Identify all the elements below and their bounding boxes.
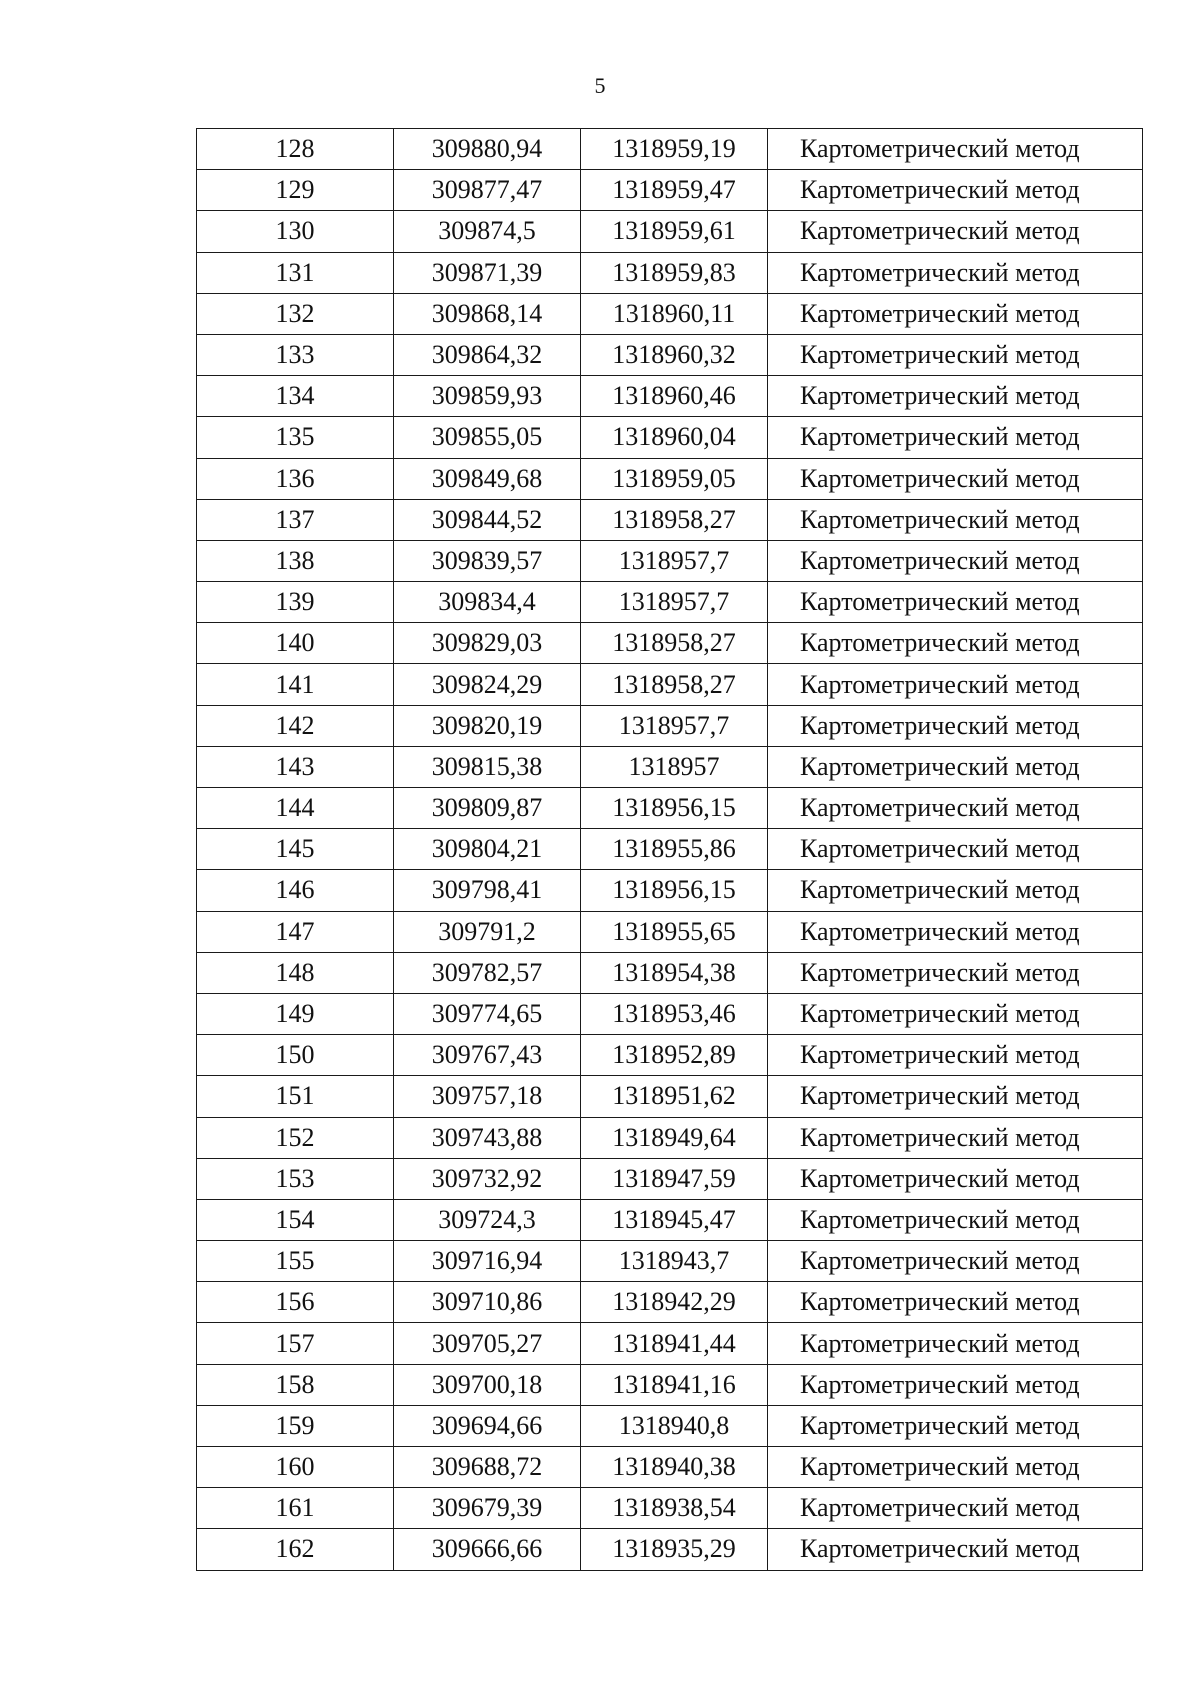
- x-coordinate-cell: 309829,03: [394, 623, 581, 664]
- x-coordinate-cell: 309757,18: [394, 1076, 581, 1117]
- point-number-cell: 137: [197, 499, 394, 540]
- method-cell: Картометрический метод: [768, 252, 1143, 293]
- point-number-cell: 153: [197, 1158, 394, 1199]
- point-number-cell: 157: [197, 1323, 394, 1364]
- x-coordinate-cell: 309767,43: [394, 1035, 581, 1076]
- y-coordinate-cell: 1318953,46: [581, 993, 768, 1034]
- point-number-cell: 144: [197, 788, 394, 829]
- table-row: [197, 582, 1143, 623]
- method-cell: Картометрический метод: [768, 1199, 1143, 1240]
- table-row: [197, 540, 1143, 581]
- point-number-cell: 138: [197, 540, 394, 581]
- y-coordinate-cell: 1318943,7: [581, 1241, 768, 1282]
- point-number-cell: 162: [197, 1529, 394, 1570]
- method-cell: Картометрический метод: [768, 829, 1143, 870]
- coordinates-table-body: [197, 129, 1143, 1571]
- y-coordinate-cell: 1318957,7: [581, 705, 768, 746]
- point-number-cell: 131: [197, 252, 394, 293]
- method-cell: Картометрический метод: [768, 952, 1143, 993]
- method-cell: Картометрический метод: [768, 1529, 1143, 1570]
- table-row: [197, 170, 1143, 211]
- table-row: [197, 1364, 1143, 1405]
- x-coordinate-cell: 309710,86: [394, 1282, 581, 1323]
- y-coordinate-cell: 1318947,59: [581, 1158, 768, 1199]
- method-cell: Картометрический метод: [768, 746, 1143, 787]
- table-row: [197, 1488, 1143, 1529]
- y-coordinate-cell: 1318935,29: [581, 1529, 768, 1570]
- method-cell: Картометрический метод: [768, 1323, 1143, 1364]
- x-coordinate-cell: 309874,5: [394, 211, 581, 252]
- method-cell: Картометрический метод: [768, 499, 1143, 540]
- table-row: [197, 1241, 1143, 1282]
- point-number-cell: 143: [197, 746, 394, 787]
- table-row: [197, 1158, 1143, 1199]
- x-coordinate-cell: 309859,93: [394, 376, 581, 417]
- x-coordinate-cell: 309774,65: [394, 993, 581, 1034]
- table-row: [197, 911, 1143, 952]
- point-number-cell: 133: [197, 334, 394, 375]
- table-row: [197, 129, 1143, 170]
- y-coordinate-cell: 1318958,27: [581, 499, 768, 540]
- x-coordinate-cell: 309871,39: [394, 252, 581, 293]
- point-number-cell: 141: [197, 664, 394, 705]
- y-coordinate-cell: 1318959,83: [581, 252, 768, 293]
- table-row: [197, 993, 1143, 1034]
- y-coordinate-cell: 1318954,38: [581, 952, 768, 993]
- point-number-cell: 155: [197, 1241, 394, 1282]
- point-number-cell: 159: [197, 1405, 394, 1446]
- x-coordinate-cell: 309839,57: [394, 540, 581, 581]
- x-coordinate-cell: 309868,14: [394, 293, 581, 334]
- point-number-cell: 135: [197, 417, 394, 458]
- method-cell: Картометрический метод: [768, 1364, 1143, 1405]
- table-row: [197, 376, 1143, 417]
- method-cell: Картометрический метод: [768, 582, 1143, 623]
- y-coordinate-cell: 1318960,32: [581, 334, 768, 375]
- method-cell: Картометрический метод: [768, 1035, 1143, 1076]
- table-row: [197, 499, 1143, 540]
- y-coordinate-cell: 1318940,8: [581, 1405, 768, 1446]
- page-number: 5: [594, 73, 606, 98]
- table-row: [197, 334, 1143, 375]
- y-coordinate-cell: 1318942,29: [581, 1282, 768, 1323]
- point-number-cell: 160: [197, 1447, 394, 1488]
- point-number-cell: 148: [197, 952, 394, 993]
- x-coordinate-cell: 309815,38: [394, 746, 581, 787]
- x-coordinate-cell: 309743,88: [394, 1117, 581, 1158]
- x-coordinate-cell: 309688,72: [394, 1447, 581, 1488]
- x-coordinate-cell: 309844,52: [394, 499, 581, 540]
- x-coordinate-cell: 309705,27: [394, 1323, 581, 1364]
- y-coordinate-cell: 1318956,15: [581, 870, 768, 911]
- table-row: [197, 1117, 1143, 1158]
- y-coordinate-cell: 1318951,62: [581, 1076, 768, 1117]
- coordinates-table: [196, 128, 1143, 1571]
- y-coordinate-cell: 1318959,47: [581, 170, 768, 211]
- x-coordinate-cell: 309804,21: [394, 829, 581, 870]
- method-cell: Картометрический метод: [768, 623, 1143, 664]
- method-cell: Картометрический метод: [768, 540, 1143, 581]
- method-cell: Картометрический метод: [768, 129, 1143, 170]
- point-number-cell: 146: [197, 870, 394, 911]
- y-coordinate-cell: 1318959,61: [581, 211, 768, 252]
- y-coordinate-cell: 1318945,47: [581, 1199, 768, 1240]
- method-cell: Картометрический метод: [768, 1241, 1143, 1282]
- method-cell: Картометрический метод: [768, 705, 1143, 746]
- point-number-cell: 140: [197, 623, 394, 664]
- table-row: [197, 417, 1143, 458]
- point-number-cell: 128: [197, 129, 394, 170]
- point-number-cell: 149: [197, 993, 394, 1034]
- method-cell: Картометрический метод: [768, 911, 1143, 952]
- point-number-cell: 154: [197, 1199, 394, 1240]
- y-coordinate-cell: 1318956,15: [581, 788, 768, 829]
- x-coordinate-cell: 309679,39: [394, 1488, 581, 1529]
- table-row: [197, 211, 1143, 252]
- y-coordinate-cell: 1318952,89: [581, 1035, 768, 1076]
- x-coordinate-cell: 309694,66: [394, 1405, 581, 1446]
- y-coordinate-cell: 1318941,44: [581, 1323, 768, 1364]
- table-row: [197, 829, 1143, 870]
- point-number-cell: 161: [197, 1488, 394, 1529]
- table-row: [197, 1076, 1143, 1117]
- y-coordinate-cell: 1318959,05: [581, 458, 768, 499]
- table-row: [197, 252, 1143, 293]
- x-coordinate-cell: 309820,19: [394, 705, 581, 746]
- y-coordinate-cell: 1318960,11: [581, 293, 768, 334]
- method-cell: Картометрический метод: [768, 170, 1143, 211]
- x-coordinate-cell: 309716,94: [394, 1241, 581, 1282]
- y-coordinate-cell: 1318958,27: [581, 664, 768, 705]
- table-row: [197, 664, 1143, 705]
- table-row: [197, 952, 1143, 993]
- point-number-cell: 152: [197, 1117, 394, 1158]
- table-row: [197, 623, 1143, 664]
- method-cell: Картометрический метод: [768, 211, 1143, 252]
- x-coordinate-cell: 309791,2: [394, 911, 581, 952]
- x-coordinate-cell: 309782,57: [394, 952, 581, 993]
- table-row: [197, 293, 1143, 334]
- method-cell: Картометрический метод: [768, 664, 1143, 705]
- y-coordinate-cell: 1318957,7: [581, 540, 768, 581]
- y-coordinate-cell: 1318955,86: [581, 829, 768, 870]
- x-coordinate-cell: 309880,94: [394, 129, 581, 170]
- table-row: [197, 705, 1143, 746]
- x-coordinate-cell: 309809,87: [394, 788, 581, 829]
- x-coordinate-cell: 309855,05: [394, 417, 581, 458]
- point-number-cell: 142: [197, 705, 394, 746]
- x-coordinate-cell: 309834,4: [394, 582, 581, 623]
- point-number-cell: 139: [197, 582, 394, 623]
- point-number-cell: 136: [197, 458, 394, 499]
- point-number-cell: 150: [197, 1035, 394, 1076]
- x-coordinate-cell: 309877,47: [394, 170, 581, 211]
- y-coordinate-cell: 1318957: [581, 746, 768, 787]
- method-cell: Картометрический метод: [768, 1076, 1143, 1117]
- method-cell: Картометрический метод: [768, 993, 1143, 1034]
- method-cell: Картометрический метод: [768, 1447, 1143, 1488]
- method-cell: Картометрический метод: [768, 788, 1143, 829]
- y-coordinate-cell: 1318941,16: [581, 1364, 768, 1405]
- method-cell: Картометрический метод: [768, 417, 1143, 458]
- method-cell: Картометрический метод: [768, 1488, 1143, 1529]
- y-coordinate-cell: 1318949,64: [581, 1117, 768, 1158]
- point-number-cell: 147: [197, 911, 394, 952]
- y-coordinate-cell: 1318957,7: [581, 582, 768, 623]
- table-row: [197, 458, 1143, 499]
- y-coordinate-cell: 1318959,19: [581, 129, 768, 170]
- x-coordinate-cell: 309864,32: [394, 334, 581, 375]
- method-cell: Картометрический метод: [768, 293, 1143, 334]
- x-coordinate-cell: 309666,66: [394, 1529, 581, 1570]
- x-coordinate-cell: 309824,29: [394, 664, 581, 705]
- point-number-cell: 129: [197, 170, 394, 211]
- method-cell: Картометрический метод: [768, 376, 1143, 417]
- table-row: [197, 788, 1143, 829]
- table-row: [197, 1199, 1143, 1240]
- table-row: [197, 870, 1143, 911]
- table-row: [197, 1405, 1143, 1446]
- x-coordinate-cell: 309732,92: [394, 1158, 581, 1199]
- method-cell: Картометрический метод: [768, 1158, 1143, 1199]
- x-coordinate-cell: 309798,41: [394, 870, 581, 911]
- point-number-cell: 130: [197, 211, 394, 252]
- table-row: [197, 1529, 1143, 1570]
- point-number-cell: 158: [197, 1364, 394, 1405]
- y-coordinate-cell: 1318958,27: [581, 623, 768, 664]
- method-cell: Картометрический метод: [768, 334, 1143, 375]
- method-cell: Картометрический метод: [768, 1117, 1143, 1158]
- point-number-cell: 156: [197, 1282, 394, 1323]
- method-cell: Картометрический метод: [768, 458, 1143, 499]
- point-number-cell: 134: [197, 376, 394, 417]
- x-coordinate-cell: 309849,68: [394, 458, 581, 499]
- point-number-cell: 132: [197, 293, 394, 334]
- y-coordinate-cell: 1318940,38: [581, 1447, 768, 1488]
- table-row: [197, 746, 1143, 787]
- table-row: [197, 1447, 1143, 1488]
- point-number-cell: 145: [197, 829, 394, 870]
- table-row: [197, 1035, 1143, 1076]
- x-coordinate-cell: 309700,18: [394, 1364, 581, 1405]
- point-number-cell: 151: [197, 1076, 394, 1117]
- y-coordinate-cell: 1318938,54: [581, 1488, 768, 1529]
- table-row: [197, 1282, 1143, 1323]
- y-coordinate-cell: 1318960,04: [581, 417, 768, 458]
- method-cell: Картометрический метод: [768, 870, 1143, 911]
- y-coordinate-cell: 1318960,46: [581, 376, 768, 417]
- method-cell: Картометрический метод: [768, 1282, 1143, 1323]
- table-row: [197, 1323, 1143, 1364]
- method-cell: Картометрический метод: [768, 1405, 1143, 1446]
- x-coordinate-cell: 309724,3: [394, 1199, 581, 1240]
- y-coordinate-cell: 1318955,65: [581, 911, 768, 952]
